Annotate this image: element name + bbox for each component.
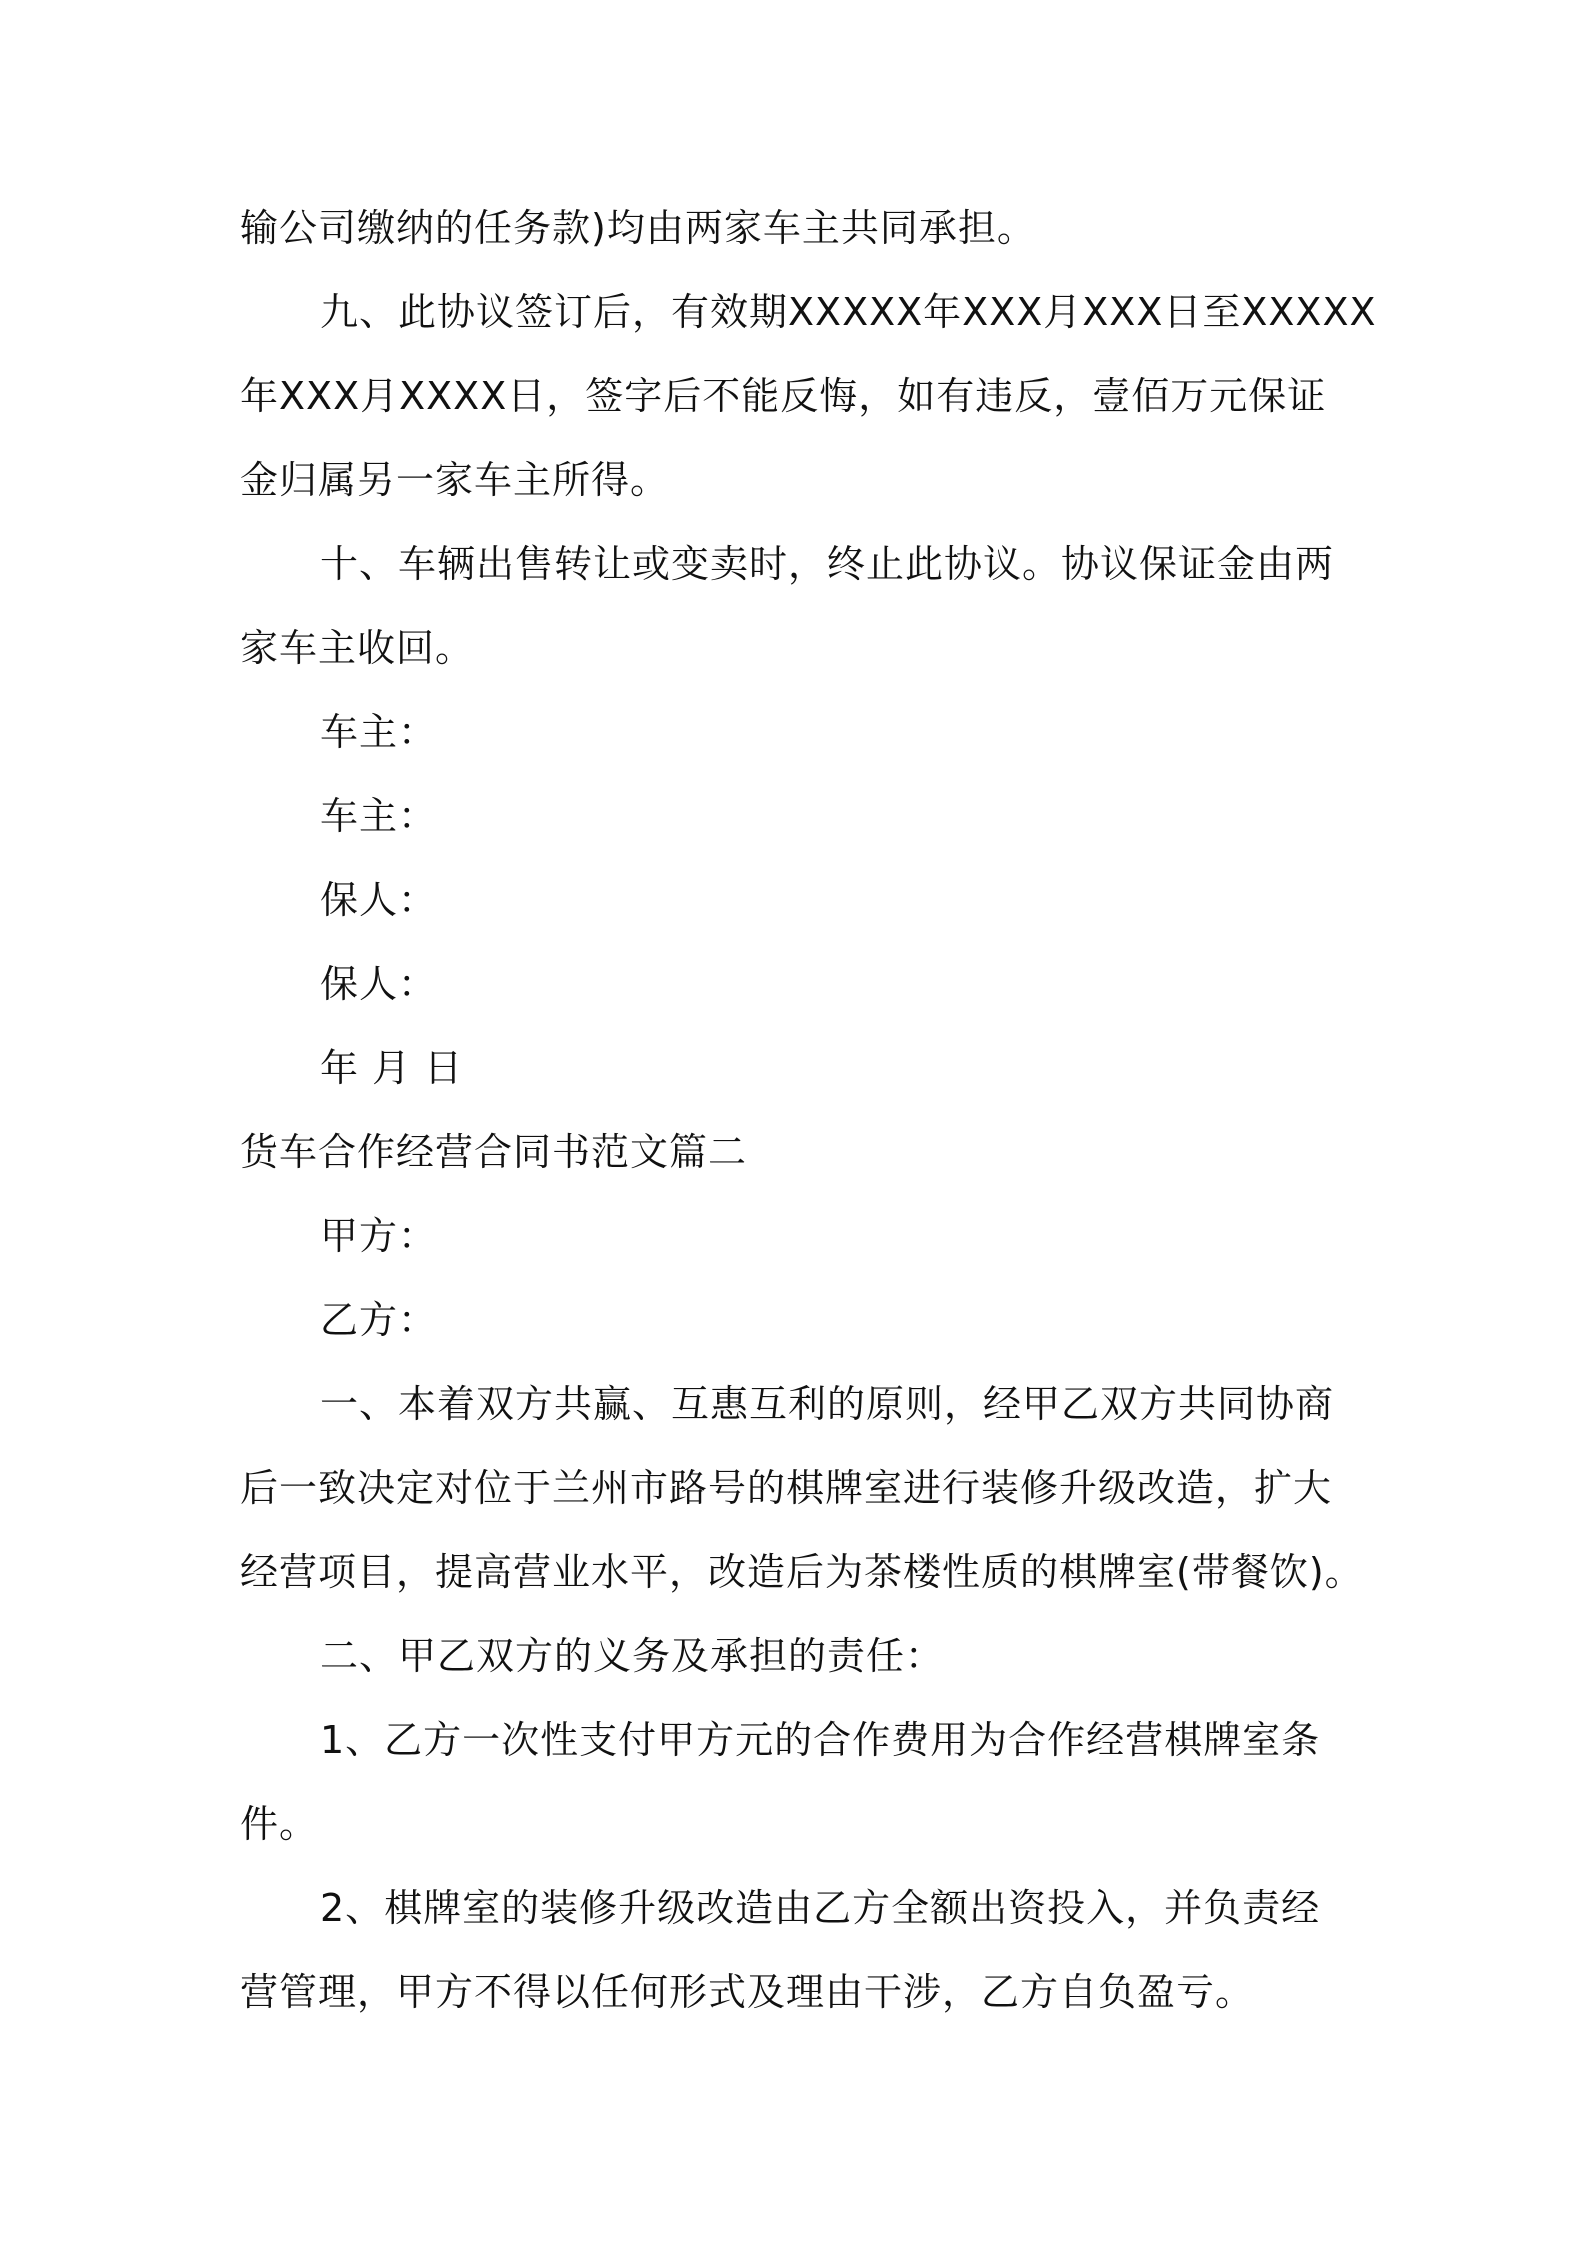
signature-label: 车主： xyxy=(320,710,438,754)
text-line: 年XXX月XXXX日，签字后不能反悔，如有违反，壹佰万元保证 xyxy=(240,374,1327,418)
party-label: 乙方： xyxy=(320,1298,438,1342)
text-line: 金归属另一家车主所得。 xyxy=(240,458,670,502)
section-title: 货车合作经营合同书范文篇二 xyxy=(240,1130,748,1174)
text-line: 输公司缴纳的任务款)均由两家车主共同承担。 xyxy=(240,206,1036,250)
document-body xyxy=(240,186,1377,2034)
signature-label: 保人： xyxy=(320,962,438,1006)
text-line: 2、棋牌室的装修升级改造由乙方全额出资投入，并负责经 xyxy=(320,1886,1321,1930)
text-line: 家车主收回。 xyxy=(240,626,475,670)
text-line: 九、此协议签订后，有效期XXXXX年XXX月XXX日至XXXXX xyxy=(320,290,1377,334)
text-line: 营管理，甲方不得以任何形式及理由干涉，乙方自负盈亏。 xyxy=(240,1970,1255,2014)
text-line: 后一致决定对位于兰州市路号的棋牌室进行装修升级改造，扩大 xyxy=(240,1466,1333,1510)
date-label: 年 月 日 xyxy=(320,1046,464,1090)
party-label: 甲方： xyxy=(320,1214,438,1258)
text-line: 二、甲乙双方的义务及承担的责任： xyxy=(320,1634,945,1678)
text-line: 件。 xyxy=(240,1802,319,1846)
text-line: 经营项目，提高营业水平，改造后为茶楼性质的棋牌室(带餐饮)。 xyxy=(240,1550,1364,1594)
text-line: 一、本着双方共赢、互惠互利的原则，经甲乙双方共同协商 xyxy=(320,1382,1335,1426)
signature-label: 保人： xyxy=(320,878,438,922)
signature-label: 车主： xyxy=(320,794,438,838)
text-line: 十、车辆出售转让或变卖时，终止此协议。协议保证金由两 xyxy=(320,542,1335,586)
text-line: 1、乙方一次性支付甲方元的合作费用为合作经营棋牌室条 xyxy=(320,1718,1321,1762)
